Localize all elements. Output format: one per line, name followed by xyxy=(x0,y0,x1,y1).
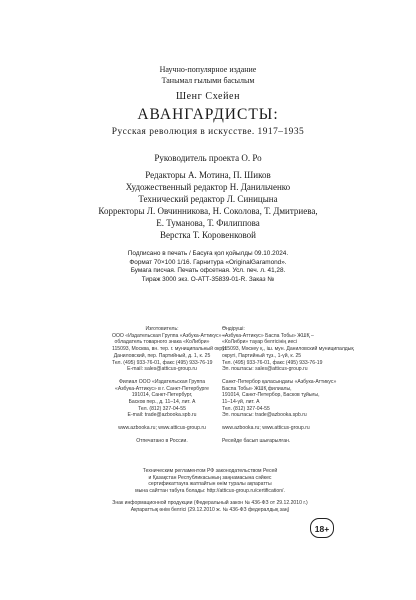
correctors-line-1: Корректоры Л. Овчинникова, Н. Соколова, Т. Дмитриева, xyxy=(98,206,318,216)
edition-type: Научно-популярное издание xyxy=(159,65,257,74)
footer-line: Ақпараттық өнім белгісі (29.12.2010 ж. № 436-ФЗ федералдық заң) xyxy=(130,506,290,513)
publisher-left-line: 191014, Санкт-Петербург, xyxy=(131,392,193,399)
edition-type-kz: Танымал ғылыми басылым xyxy=(161,76,255,85)
print-paper-line: Бумага писчая. Печать офсетная. Усл. печ. л. 41,28. xyxy=(130,267,286,275)
print-info xyxy=(0,250,416,284)
publisher-info-left xyxy=(112,326,227,445)
publisher-left-line: Отпечатано в России. xyxy=(136,437,188,444)
print-run-line: Тираж 3000 экз. О-АТТ-35839-01-R. Заказ № xyxy=(141,275,275,283)
publisher-right-line: Баспа Тобы» ЖШҚ филиалы, xyxy=(222,385,292,392)
publisher-info-right xyxy=(222,326,354,445)
publisher-right-line: www.azbooka.ru; www.atticus-group.ru xyxy=(222,425,310,432)
book-title: АВАНГАРДИСТЫ: xyxy=(137,106,279,123)
publisher-right-line: Тел. (812) 327-04-55 xyxy=(222,405,270,412)
publisher-right-line: Эл. поштасы: trade@azbooka.spb.ru xyxy=(222,412,307,419)
publisher-left-line: «Азбука-Аттикус» в г. Санкт-Петербурге xyxy=(115,385,209,392)
publisher-right-line: округі, Партийный тұз., 1-үй, к. 25 xyxy=(222,352,302,359)
publisher-right-line: 191014, Санкт-Петербор, Басков тұйығы, xyxy=(222,392,320,399)
print-signed-line: Подписано в печать / Басуға қол қойылды 09.10.2024. xyxy=(127,250,289,257)
publisher-left-line: 115093, Москва, вн. тер. г. муниципальный округ xyxy=(112,346,227,353)
publisher-left-line: E-mail: sales@atticus-group.ru xyxy=(127,366,197,373)
publisher-right-line: 115093, Мәскеу қ., іш. мун. Даниловский муниципалдық xyxy=(222,346,354,353)
book-author: Шенг Схейен xyxy=(175,91,241,102)
footer-line: сертификаттауға жатпайтын өнім туралы ақпаратты xyxy=(148,481,272,488)
publisher-left-line: Басков пер., д. 11–14, лит. А xyxy=(128,399,196,406)
editors: Редакторы А. Мотина, П. Шиков xyxy=(145,170,271,180)
print-format-line: Формат 70×100 1/16. Гарнитура «OriginalGaramond». xyxy=(129,258,287,266)
footer-line: и Қазақстан Республикасының заңнамасына сәйкес xyxy=(148,474,272,481)
publisher-right-line: Санкт-Петербор қаласындағы «Азбука-Аттикус» xyxy=(222,378,337,385)
age-rating-badge: 18+ xyxy=(310,518,334,538)
footer-line: мына сайттан табуға болады: http://atticus-group.ru/certification/. xyxy=(135,487,285,494)
correctors-line-2: Е. Туманова, Т. Филиппова xyxy=(156,218,260,228)
publisher-left-line: Тел. (495) 933-76-01, факс (495) 933-76-19 xyxy=(112,359,213,366)
publisher-left-line: обладатель товарного знака «КоЛибри» xyxy=(114,339,210,346)
publisher-right-line: Тел. (495) 933-76-01, факс (495) 933-76-19 xyxy=(222,359,323,366)
layout-credit: Верстка Т. Коровенковой xyxy=(160,230,256,240)
art-editor: Художественный редактор Н. Данильченко xyxy=(125,182,291,192)
publisher-left-line: Тел. (812) 327-04-55 xyxy=(138,405,186,412)
publisher-right-line: Өндіруші: xyxy=(222,326,245,332)
book-subtitle: Русская революция в искусстве. 1917–1935 xyxy=(111,127,305,137)
footer-line: Техническим регламентом РФ законодательством Ресей xyxy=(142,468,278,474)
footer-line: Знак информационной продукции (Федеральный закон № 436-ФЗ от 29.12.2010 г.) xyxy=(112,500,308,507)
publisher-right-line: Эл. поштасы: sales@atticus-group.ru xyxy=(222,366,308,373)
publisher-right-line: «КоЛибри» тауар белгісінің иесі xyxy=(222,339,297,346)
project-lead: Руководитель проекта О. Ро xyxy=(154,153,262,163)
publisher-left-line: Даниловский, пер. Партийный, д. 1, к. 25 xyxy=(113,352,211,359)
publisher-right-line: Ресейде басып шығарылған. xyxy=(222,437,291,444)
tech-editor: Технический редактор Л. Синицына xyxy=(138,194,278,204)
publisher-left-line: Филиал ООО «Издательская Группа xyxy=(118,378,206,385)
certification-footer xyxy=(110,468,310,514)
publisher-left-line: E-mail: trade@azbooka.spb.ru xyxy=(127,412,197,419)
publisher-left-line: Изготовитель: xyxy=(145,326,179,332)
publisher-left-line: www.azbooka.ru; www.atticus-group.ru xyxy=(118,425,206,432)
publisher-left-line: ООО «Издательская Группа «Азбука-Аттикус» – xyxy=(112,332,226,339)
publisher-right-line: «Азбука-Аттикус» Баспа Тобы» ЖШҚ – xyxy=(222,332,314,339)
publisher-right-line: 11–14-үй, лит. А xyxy=(222,399,260,406)
